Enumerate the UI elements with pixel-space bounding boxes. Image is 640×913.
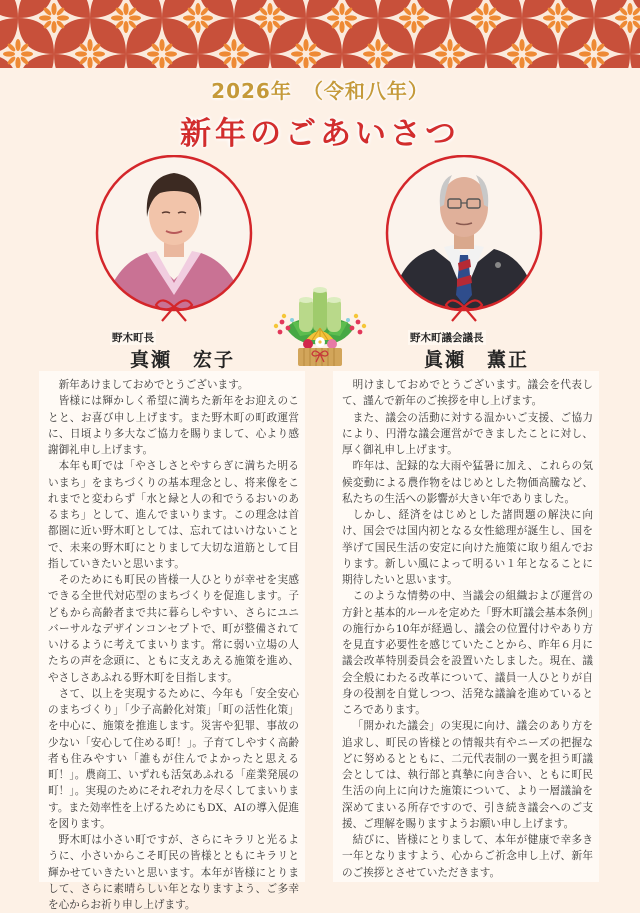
page-title: 新年のごあいさつ xyxy=(180,116,460,152)
kadomatsu-icon xyxy=(272,282,368,368)
mayor-role-label: 野木町長 xyxy=(112,332,154,344)
shippo-pattern-icon xyxy=(0,0,640,68)
paragraph: このような情勢の中、当議会の組織および運営の方針と基本的ルールを定めた「野木町議会基本条例」の施行から10年が経過し、議会の位置付けやあり方を見直す必要性を感じていたことから、昨年６月に議会改革特別委員会を設置いたしました。現在、議会全般にわたる改革について、議員一人ひとりが自身の役割を自覚しつつ、活発な議論を進めているところであります。 xyxy=(342,590,593,716)
council-chair-portrait xyxy=(382,155,546,311)
paragraph: 新年あけましておめでとうございます。 xyxy=(58,379,249,391)
council-chair-name: 眞瀬 薫正 xyxy=(424,349,530,371)
paragraph: そのためにも町民の皆様一人ひとりが幸せを実感できる全世代対応型のまちづくりを促進します。子どもから高齢者まで共に暮らしやすい、さらにユニバーサルなデザインコンセプトで、町が整備されていけるように考えてまいります。常に弱い立場の人たちの声を念頭に、ともに支えあえる施策を進め、やさしさあふれる野木町を目指します。 xyxy=(48,574,299,684)
mayor-name: 真瀬 宏子 xyxy=(130,349,236,371)
paragraph: さて、以上を実現するために、今年も「安全安心のまちづくり」「少子高齢化対策」「町の活性化策」を中心に、施策を推進します。災害や犯罪、事故の少ない「安心して住める町！」。子育てしやすく高齢者も住みやすい「誰もが住んでよかったと思える町！」。農商工、いずれも活気あふれる「産業発展の町！」。実現のためにそれぞれ力を尽くしてまいります。また効率性を上げるためにもDX、AIの導入促進を図ります。 xyxy=(48,687,299,830)
mayor-message xyxy=(39,371,305,911)
council-chair-role-label: 野木町議会議長 xyxy=(410,332,484,344)
paragraph: 皆様には輝かしく希望に満ちた新年をお迎えのことと、お喜び申し上げます。また野木町の町政運営に、日頃より多大なご協力を賜りまして、心より感謝御礼申し上げます。 xyxy=(48,395,299,456)
paragraph: しかし、経済をはじめとした諸問題の解決に向け、国会では国内初となる女性総理が誕生し、国を挙げて国民生活の安定に向けた施策に取り組んでおります。新しい風によって明るい１年となることに期待したいと思います。 xyxy=(342,509,593,586)
paragraph: 本年も町では「やさしさとやすらぎに満ちた明るいまち」をまちづくりの基本理念とし、将来像をこれまでと変わらず「水と緑と人の和でうるおいのあるまち」として、進んでまいります。この理念は首都圏に近い野木町としては、忘れてはいけないことで、未来の野木町にとりまして大切な道筋として目指していきたいと思います。 xyxy=(48,460,299,570)
council-chair-message xyxy=(333,371,599,882)
paragraph: また、議会の活動に対する温かいご支援、ご協力により、円滑な議会運営ができましたことに対し、厚く御礼申し上げます。 xyxy=(342,411,593,456)
year-heading: 2026年 （令和八年） xyxy=(211,79,429,103)
mayor-portrait xyxy=(92,155,256,311)
paragraph: 結びに、皆様にとりまして、本年が健康で幸多き一年となりますよう、心からご祈念申し上げ、新年のご挨拶とさせていただきます。 xyxy=(342,834,593,879)
shippo-pattern-band xyxy=(0,0,640,68)
paragraph: 昨年は、記録的な大雨や猛暑に加え、これらの気候変動による農作物をはじめとした物価高騰など、私たちの生活への影響が大きい年でありました。 xyxy=(342,460,593,505)
paragraph: 「開かれた議会」の実現に向け、議会のあり方を追求し、町民の皆様との情報共有やニーズの把握などに努めるとともに、二元代表制の一翼を担う町議会としては、執行部と真摯に向き合い、ともに町民生活の向上に向けた施策について、より一層議論を深めてまいる所存ですので、引き続き議会へのご支援、ご理解を賜りますようお願い申し上げます。 xyxy=(342,720,593,830)
paragraph: 野木町は小さい町ですが、さらにキラリと光るように、小さいからこそ町民の皆様とともにキラリと輝かせていきたいと思います。本年が皆様にとりまして、さらに素晴らしい年となりますよう、ご多幸を心からお祈り申し上げます。 xyxy=(48,834,299,911)
paragraph: 明けましておめでとうございます。議会を代表して、謹んで新年のご挨拶を申し上げます。 xyxy=(342,379,593,408)
